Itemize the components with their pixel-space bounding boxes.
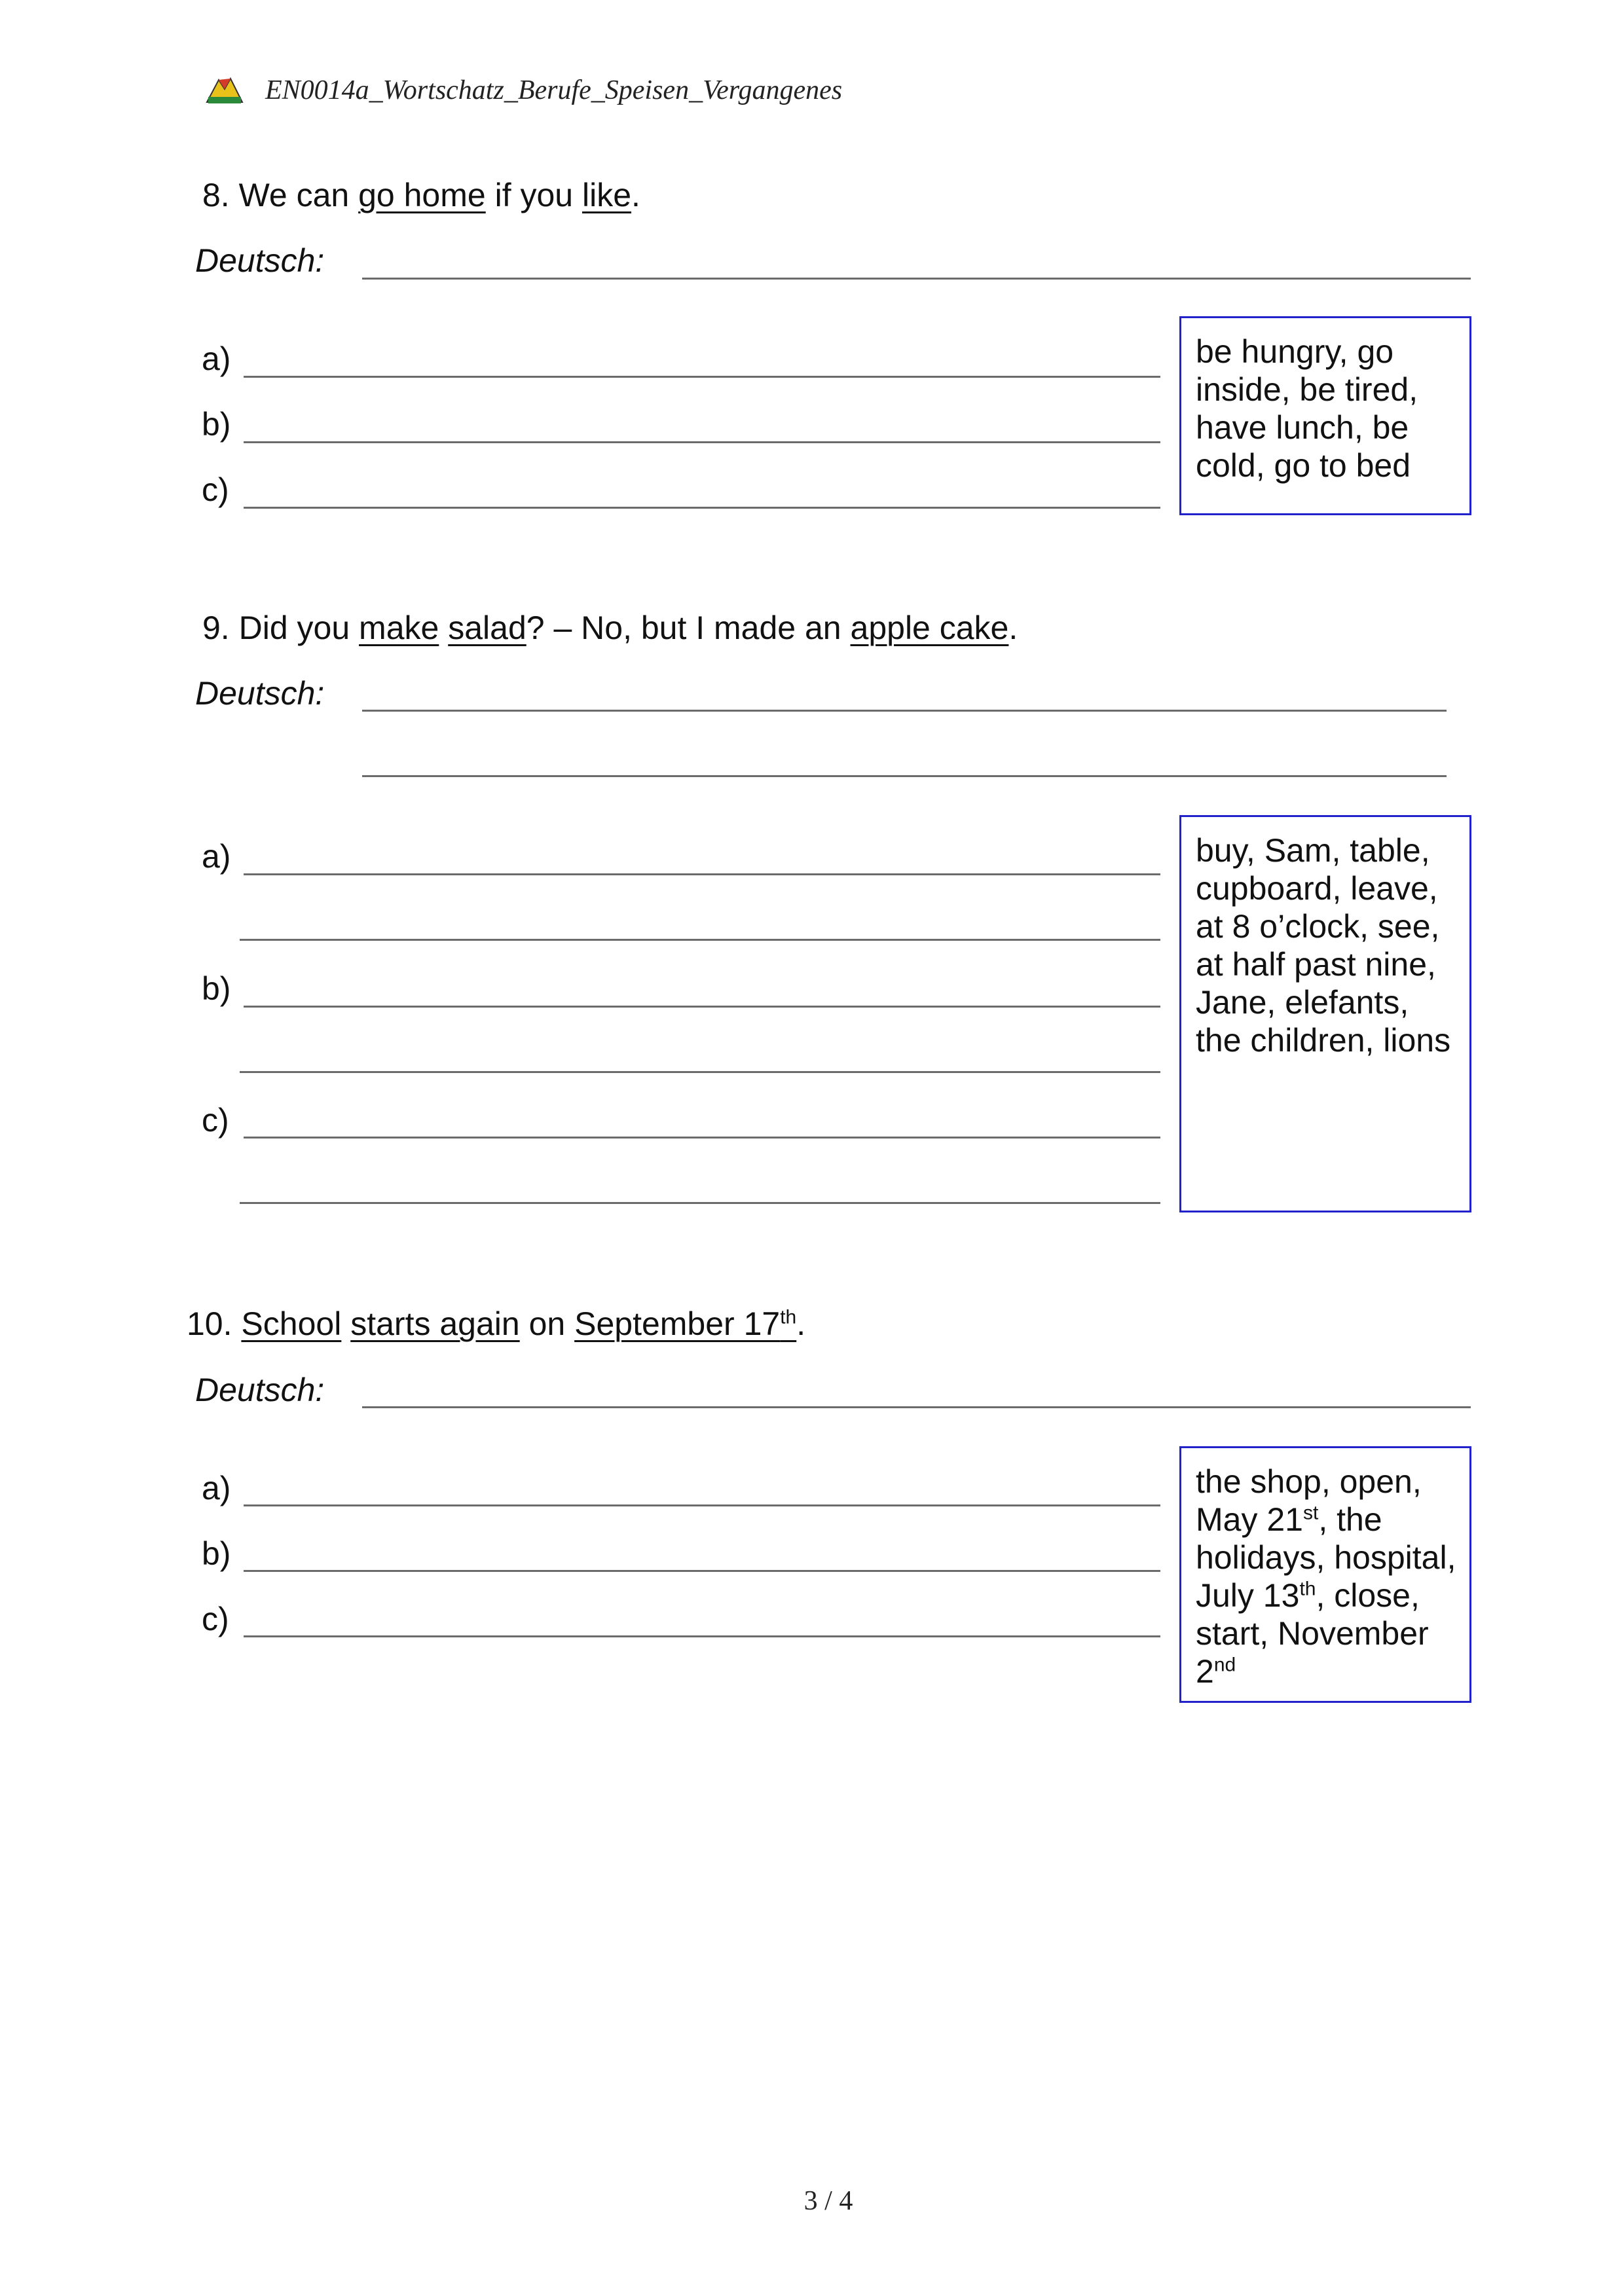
answer-line-c[interactable] [244, 1635, 1160, 1637]
answer-label-b: b) [202, 970, 231, 1007]
question-9: 9. Did you make salad? – No, but I made an apple cake. [202, 610, 1018, 646]
answer-line-a[interactable] [244, 873, 1160, 875]
answer-line-a[interactable] [244, 1504, 1160, 1506]
deutsch-label: Deutsch: [195, 1372, 325, 1408]
answer-label-b: b) [202, 1535, 231, 1572]
translation-line[interactable] [362, 1406, 1471, 1408]
word-box-10 [1179, 1446, 1471, 1703]
page-number: 3 / 4 [803, 2186, 853, 2216]
translation-line[interactable] [362, 278, 1471, 280]
translation-line[interactable] [362, 775, 1447, 777]
answer-line-c[interactable] [244, 507, 1160, 509]
question-10: 10. School starts again on September 17th. [187, 1305, 806, 1342]
answer-label-c: c) [202, 471, 229, 508]
word-box-text: be hungry, go inside, be tired, have lunch, be cold, go to bed [1196, 333, 1418, 484]
answer-label-c: c) [202, 1102, 229, 1139]
answer-label-b: b) [202, 406, 231, 443]
answer-line-a[interactable] [244, 376, 1160, 378]
answer-line-c[interactable] [244, 1137, 1160, 1139]
question-8: 8. We can go home if you like. [202, 177, 640, 213]
answer-label-a: a) [202, 838, 231, 875]
deutsch-label: Deutsch: [195, 675, 325, 712]
word-box-9 [1179, 815, 1471, 1212]
word-box-text: buy, Sam, table, cupboard, leave, at 8 o’clock, see, at half past nine, Jane, elefants, the children, lions [1196, 832, 1451, 1059]
answer-line-b[interactable] [244, 1006, 1160, 1008]
document-title: EN0014a_Wortschatz_Berufe_Speisen_Vergangenes [265, 75, 843, 105]
answer-line-a-2[interactable] [240, 939, 1160, 941]
answer-line-b[interactable] [244, 441, 1160, 443]
answer-label-a: a) [202, 1470, 231, 1506]
answer-line-c-2[interactable] [240, 1202, 1160, 1204]
answer-line-b[interactable] [244, 1570, 1160, 1572]
word-box-8 [1179, 316, 1471, 515]
answer-label-a: a) [202, 340, 231, 377]
publisher-logo-icon [204, 73, 245, 106]
answer-label-c: c) [202, 1601, 229, 1637]
translation-line[interactable] [362, 710, 1447, 712]
word-box-text: the shop, open, May 21st, the holidays, hospital, July 13th, close, start, November 2nd [1196, 1463, 1456, 1690]
answer-line-b-2[interactable] [240, 1071, 1160, 1073]
deutsch-label: Deutsch: [195, 242, 325, 279]
